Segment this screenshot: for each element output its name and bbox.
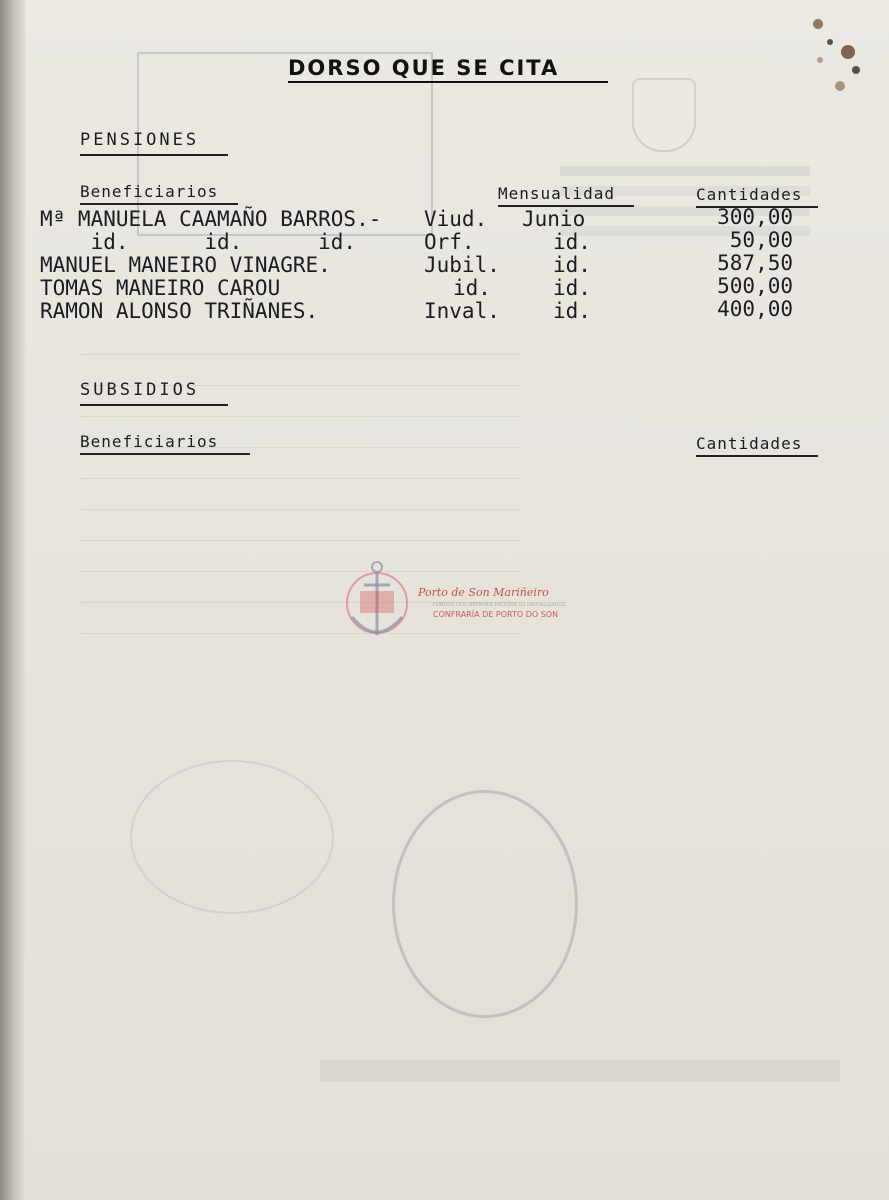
header-mensualidad: Mensualidad [498, 184, 615, 203]
pensiones-heading: PENSIONES [80, 130, 200, 150]
burn-marks [800, 12, 870, 102]
subsidios-header-beneficiarios: Beneficiarios [80, 432, 219, 451]
subsidios-heading: SUBSIDIOS [80, 380, 200, 400]
pension-row-mes: id. [553, 276, 591, 300]
pension-row-tipo: id. [453, 276, 491, 300]
title-underline [288, 81, 608, 83]
page-edge-shadow [0, 0, 26, 1200]
pension-row-tipo: Viud. [424, 207, 488, 231]
watermark-line1: FONDOS DOCUMENTAIS HISTÓRICOS DIXITALIZADOS [433, 602, 566, 608]
pension-row-cantidad: 50,00 [729, 228, 793, 252]
pension-row-mes: id. [553, 299, 591, 323]
pension-row-mes: id. [553, 253, 591, 277]
ghost-seal-left [130, 760, 334, 914]
pension-row-mes: id. [553, 230, 591, 254]
ghost-emblem [632, 78, 696, 152]
ghost-seal [392, 790, 578, 1018]
pension-row-mes: Junio [522, 207, 586, 231]
watermark-brand: Porto de Son Mariñeiro [418, 586, 549, 599]
pension-row-name: RAMON ALONSO TRIÑANES. [40, 299, 319, 323]
pension-row-tipo: Orf. [424, 230, 475, 254]
subsidios-header-cantidades: Cantidades [696, 434, 803, 453]
header-cantidades: Cantidades [696, 185, 803, 204]
subsidios-header-beneficiarios-underline [80, 453, 250, 455]
header-beneficiarios: Beneficiarios [80, 182, 219, 201]
header-beneficiarios-underline [80, 203, 238, 205]
pension-row-cantidad: 400,00 [717, 297, 793, 321]
document-title: DORSO QUE SE CITA [288, 56, 560, 80]
pension-row-tipo: Jubil. [424, 253, 500, 277]
watermark-line2: CONFRARÍA DE PORTO DO SON [433, 610, 559, 619]
pension-row-tipo: Inval. [424, 299, 500, 323]
pension-row-name: TOMAS MANEIRO CAROU [40, 276, 281, 300]
anchor-logo-icon [342, 555, 412, 647]
ghost-address-line [320, 1060, 840, 1082]
pension-row-name: Mª MANUELA CAAMAÑO BARROS.- [40, 207, 382, 231]
subsidios-header-cantidades-underline [696, 455, 818, 457]
pension-row-name: MANUEL MANEIRO VINAGRE. [40, 253, 331, 277]
pension-row-name: id. id. id. [40, 230, 357, 254]
pension-row-cantidad: 500,00 [717, 274, 793, 298]
subsidios-underline [80, 404, 228, 406]
pensiones-underline [80, 154, 228, 156]
pension-row-cantidad: 587,50 [717, 251, 793, 275]
pension-row-cantidad: 300,00 [717, 205, 793, 229]
